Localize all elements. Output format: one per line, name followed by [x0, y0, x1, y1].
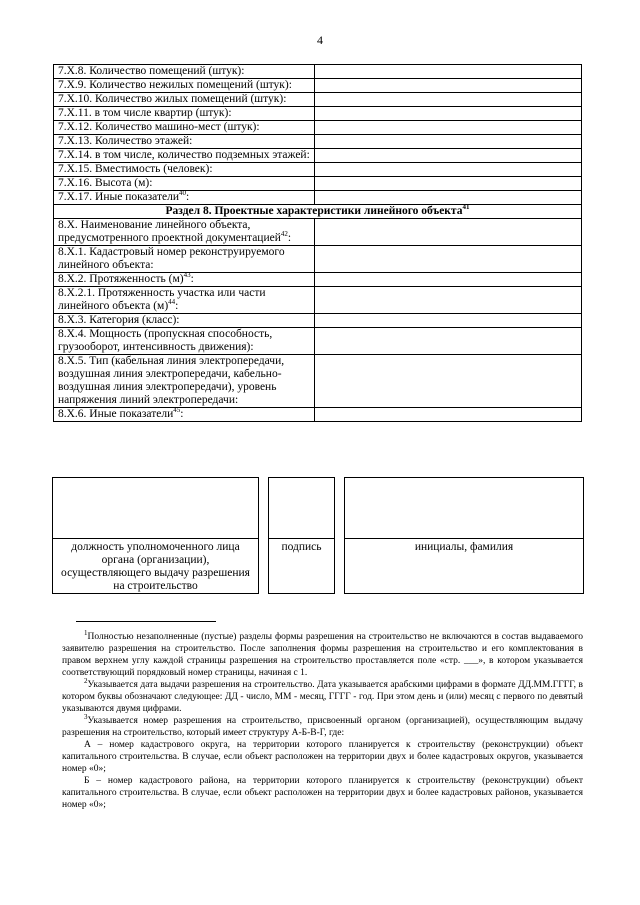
signature-field[interactable] [269, 478, 335, 539]
footnote-text: Указывается номер разрешения на строительство, присвоенный органом (организацией), осуществляющим выдачу разрешения на строительство, который имеет структуру А-Б-В-Г, где: [62, 716, 583, 738]
row-label: 7.X.16. Высота (м): [58, 177, 153, 189]
row-label: 7.X.12. Количество машино-мест (штук): [58, 121, 260, 133]
row-label: 8.X.6. Иные показатели [58, 408, 174, 420]
row-label: 8.X. Наименование линейного объекта, предусмотренного проектной документацией [58, 219, 281, 244]
value-cell[interactable] [315, 149, 582, 163]
footnote [62, 676, 583, 715]
row-label: 8.X.2.1. Протяженность участка или части линейного объекта (м) [58, 287, 266, 312]
row-label: 7.X.17. Иные показатели [58, 191, 180, 203]
page-number: 4 [317, 33, 323, 47]
value-cell[interactable] [315, 314, 582, 328]
value-cell[interactable] [315, 135, 582, 149]
footnote-number: 3 [84, 712, 88, 721]
value-cell[interactable] [315, 65, 582, 79]
footnote [62, 775, 583, 811]
table-row [54, 93, 582, 107]
section-header-row [54, 205, 582, 219]
value-cell[interactable] [315, 246, 582, 273]
footnote-ref: 43 [183, 271, 191, 280]
row-label: 8.X.3. Категория (класс): [58, 314, 180, 326]
footnote [62, 628, 583, 679]
value-cell[interactable] [315, 287, 582, 314]
row-label: 7.X.14. в том числе, количество подземных этажей: [58, 149, 310, 161]
table-row [54, 135, 582, 149]
footnote-text: А – номер кадастрового округа, на территории которого планируется к строительству (реконструкции) объект капитального строительства. В случае, если объект расположен на территории двух и более кадастровых округов, указывается номер «0»; [62, 740, 583, 774]
row-label: 7.X.11. в том числе квартир (штук): [58, 107, 232, 119]
footnote [62, 739, 583, 775]
table-row [54, 163, 582, 177]
label-suffix: : [287, 232, 292, 244]
value-cell[interactable] [315, 177, 582, 191]
footnote-number: 1 [84, 628, 88, 637]
row-label: 7.X.9. Количество нежилых помещений (штук): [58, 79, 292, 91]
footnote-ref: 42 [280, 230, 288, 239]
value-cell[interactable] [315, 163, 582, 177]
value-cell[interactable] [315, 328, 582, 355]
value-cell[interactable] [315, 355, 582, 408]
label-suffix: : [175, 300, 179, 312]
value-cell[interactable] [315, 408, 582, 422]
table-row [54, 177, 582, 191]
footnote [62, 712, 583, 739]
footnote-number: 2 [84, 676, 88, 685]
label-suffix: : [186, 191, 190, 203]
table-row [54, 314, 582, 328]
table-row [54, 65, 582, 79]
table-row [54, 107, 582, 121]
table-row [54, 149, 582, 163]
position-field[interactable] [53, 478, 259, 539]
value-cell[interactable] [315, 79, 582, 93]
row-label: 7.X.13. Количество этажей: [58, 135, 193, 147]
value-cell[interactable] [315, 219, 582, 246]
value-cell[interactable] [315, 93, 582, 107]
value-cell[interactable] [315, 273, 582, 287]
row-label: 8.X.4. Мощность (пропускная способность, грузооборот, интенсивность движения): [58, 328, 273, 353]
table-row [54, 121, 582, 135]
value-cell[interactable] [315, 107, 582, 121]
table-row [54, 79, 582, 93]
row-label: 7.X.8. Количество помещений (штук): [58, 65, 245, 77]
table-row [54, 287, 582, 314]
row-label: 7.X.10. Количество жилых помещений (штук): [58, 93, 287, 105]
footnote-text: Б – номер кадастрового района, на территории которого планируется к строительству (реконструкции) объект капитального строительства. В случае, если объект расположен на территории двух и более кадастровых районов, указывается номер «0»; [62, 776, 583, 810]
value-cell[interactable] [315, 121, 582, 135]
row-label: 8.X.1. Кадастровый номер реконструируемого линейного объекта: [58, 246, 285, 271]
table-row [54, 219, 582, 246]
signature-block [52, 477, 584, 594]
label-suffix: : [180, 408, 184, 420]
table-row [54, 273, 582, 287]
footnote-separator [76, 621, 216, 622]
name-caption: инициалы, фамилия [345, 539, 584, 594]
footnote-ref: 40 [179, 189, 187, 198]
name-field[interactable] [345, 478, 584, 539]
footnote-ref: 44 [168, 298, 176, 307]
row-label: 7.X.15. Вместимость (человек): [58, 163, 213, 175]
footnote-text: Указывается дата выдачи разрешения на строительство. Дата указывается арабскими цифрами в формате ДД.ММ.ГГГГ, в котором буквы обозначают следующее: ДД - число, ММ - месяц, ГГГГ - год. При этом день и (или) месяц с первого по девятый указываются двумя цифрами. [62, 680, 583, 714]
footnote-ref: 45 [173, 406, 181, 415]
linear-object-characteristics-table [53, 64, 582, 422]
row-label: 8.X.2. Протяженность (м) [58, 273, 184, 285]
row-label: Раздел 8. Проектные характеристики линейного объекта [165, 205, 463, 217]
footnote-text: Полностью незаполненные (пустые) разделы формы разрешения на строительство не включаются в состав выдаваемого заявителю разрешения на строительство. После заполнения формы разрешения на строительство и его комплектования в правом верхнем углу каждой страницы разрешения на строительство проставляется поле «стр. ___», в котором указывается соответствующий порядковый номер страницы, начиная с 1. [62, 632, 583, 678]
label-suffix: : [190, 273, 194, 285]
value-cell[interactable] [315, 191, 582, 205]
position-caption: должность уполномоченного лица органа (организации), осуществляющего выдачу разрешения на строительство [53, 539, 259, 594]
footnotes [62, 628, 583, 811]
table-row [54, 191, 582, 205]
signature-caption: подпись [269, 539, 335, 594]
footnote-ref: 41 [462, 203, 470, 212]
table-row [54, 355, 582, 408]
row-label: 8.X.5. Тип (кабельная линия электропередачи, воздушная линия электропередачи, кабельно-воздушная линия электропередачи), уровень напряжения линий электропередачи: [58, 355, 285, 406]
table-row [54, 246, 582, 273]
table-row [54, 408, 582, 422]
table-row [54, 328, 582, 355]
